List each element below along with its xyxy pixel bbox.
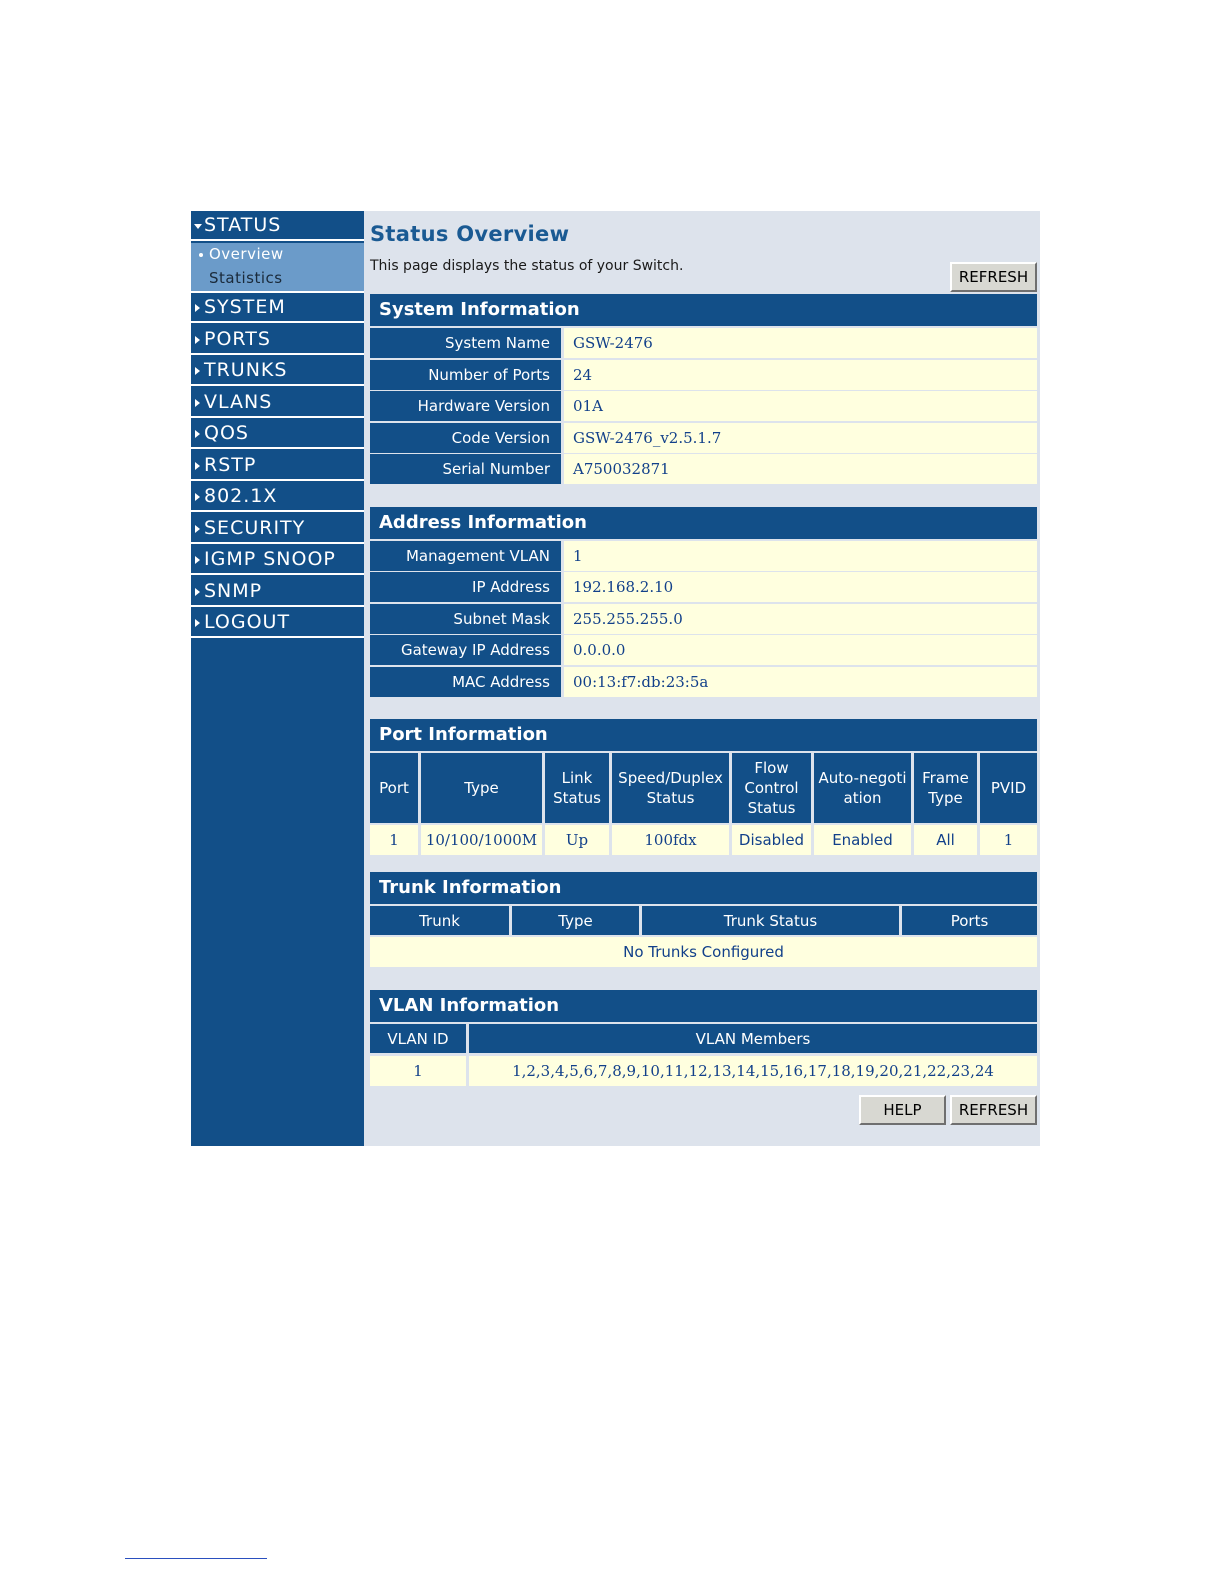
triangle-right-icon [195, 399, 200, 407]
sidebar-item-8021x[interactable] [191, 482, 364, 512]
field-label: Management VLAN [370, 541, 561, 571]
triangle-right-icon [195, 619, 200, 627]
sidebar-item-igmp-snoop[interactable] [191, 545, 364, 575]
table-cell: 10/100/1000M [421, 825, 542, 855]
sidebar-item-label: SYSTEM [204, 296, 286, 318]
help-button[interactable]: HELP [859, 1095, 946, 1125]
triangle-right-icon [195, 462, 200, 470]
system-info-heading: System Information [370, 294, 1037, 326]
column-header: PVID [980, 753, 1037, 823]
sidebar-subitem-label: Statistics [209, 269, 283, 287]
sidebar-item-label: SNMP [204, 580, 263, 602]
field-value: 192.168.2.10 [564, 572, 1037, 602]
field-value: GSW-2476 [564, 328, 1037, 358]
refresh-button[interactable]: REFRESH [950, 1095, 1037, 1125]
sidebar-item-label: QOS [204, 422, 249, 444]
column-header: Ports [902, 906, 1037, 935]
field-label: MAC Address [370, 667, 561, 697]
column-header: Frame Type [914, 753, 977, 823]
triangle-right-icon [195, 588, 200, 596]
sidebar-item-rstp[interactable] [191, 451, 364, 481]
sidebar-item-label: IGMP SNOOP [204, 548, 336, 570]
sidebar-subitem-statistics[interactable] [191, 268, 364, 290]
system-info-row [370, 391, 1037, 421]
sidebar-item-system[interactable] [191, 293, 364, 323]
table-cell: 1 [980, 825, 1037, 855]
field-label: Gateway IP Address [370, 635, 561, 665]
vlan-info-heading: VLAN Information [370, 990, 1037, 1022]
sidebar-item-qos[interactable] [191, 419, 364, 449]
status-submenu [191, 243, 364, 293]
field-label: Code Version [370, 423, 561, 453]
triangle-right-icon [195, 430, 200, 438]
triangle-right-icon [195, 525, 200, 533]
column-header: VLAN ID [370, 1024, 466, 1053]
column-header: Trunk Status [642, 906, 899, 935]
field-label: IP Address [370, 572, 561, 602]
sidebar-item-vlans[interactable] [191, 388, 364, 418]
system-info-row [370, 328, 1037, 358]
field-value: 1 [564, 541, 1037, 571]
main-content [364, 211, 1040, 1146]
field-label: Number of Ports [370, 360, 561, 390]
field-value: GSW-2476_v2.5.1.7 [564, 423, 1037, 453]
table-cell: 100fdx [612, 825, 729, 855]
field-label: Hardware Version [370, 391, 561, 421]
sidebar-subitem-overview[interactable] [191, 244, 364, 266]
field-label: Serial Number [370, 454, 561, 484]
column-header: Link Status [545, 753, 609, 823]
sidebar-item-label: SECURITY [204, 517, 306, 539]
address-info-row [370, 667, 1037, 697]
table-cell: Disabled [732, 825, 811, 855]
sidebar-item-ports[interactable] [191, 325, 364, 355]
sidebar-item-label: RSTP [204, 454, 257, 476]
sidebar-item-logout[interactable] [191, 608, 364, 638]
triangle-right-icon [195, 493, 200, 501]
field-label: Subnet Mask [370, 604, 561, 634]
sidebar-item-label: STATUS [204, 214, 282, 236]
table-cell: All [914, 825, 977, 855]
column-header: Type [421, 753, 542, 823]
page-title: Status Overview [370, 222, 570, 246]
port-info-heading: Port Information [370, 719, 1037, 751]
sidebar-item-label: 802.1X [204, 485, 278, 507]
column-header: Port [370, 753, 418, 823]
address-info-heading: Address Information [370, 507, 1037, 539]
field-value: 24 [564, 360, 1037, 390]
sidebar-item-label: PORTS [204, 328, 271, 350]
switch-web-ui [191, 211, 1040, 1146]
triangle-down-icon [194, 224, 202, 229]
column-header: Type [512, 906, 639, 935]
trunk-info-heading: Trunk Information [370, 872, 1037, 904]
field-value: A750032871 [564, 454, 1037, 484]
triangle-right-icon [195, 556, 200, 564]
sidebar-item-label: VLANS [204, 391, 273, 413]
field-value: 0.0.0.0 [564, 635, 1037, 665]
system-info-row [370, 423, 1037, 453]
column-header: Speed/Duplex Status [612, 753, 729, 823]
address-info-row [370, 635, 1037, 665]
address-info-row [370, 541, 1037, 571]
sidebar-item-security[interactable] [191, 514, 364, 544]
table-cell: Enabled [814, 825, 911, 855]
field-value: 00:13:f7:db:23:5a [564, 667, 1037, 697]
sidebar-item-status[interactable] [191, 211, 364, 241]
table-cell: 1 [370, 825, 418, 855]
column-header: Flow Control Status [732, 753, 811, 823]
column-header: Auto-negotiation [814, 753, 911, 823]
table-cell: Up [545, 825, 609, 855]
field-value: 255.255.255.0 [564, 604, 1037, 634]
table-cell: 1 [370, 1056, 466, 1086]
sidebar-nav [191, 211, 364, 1146]
system-info-row [370, 360, 1037, 390]
refresh-button[interactable]: REFRESH [950, 262, 1037, 292]
triangle-right-icon [195, 367, 200, 375]
triangle-right-icon [195, 304, 200, 312]
address-info-row [370, 604, 1037, 634]
system-info-row [370, 454, 1037, 484]
empty-trunks-message: No Trunks Configured [370, 937, 1037, 967]
sidebar-item-snmp[interactable] [191, 577, 364, 607]
column-header: VLAN Members [469, 1024, 1037, 1053]
sidebar-subitem-label: Overview [209, 245, 284, 263]
field-label: System Name [370, 328, 561, 358]
sidebar-item-label: TRUNKS [204, 359, 288, 381]
bullet-icon [199, 253, 203, 257]
field-value: 01A [564, 391, 1037, 421]
sidebar-item-label: LOGOUT [204, 611, 291, 633]
footnote-divider [125, 1558, 267, 1559]
address-info-row [370, 572, 1037, 602]
table-cell: 1,2,3,4,5,6,7,8,9,10,11,12,13,14,15,16,17,18,19,20,21,22,23,24 [469, 1056, 1037, 1086]
triangle-right-icon [195, 336, 200, 344]
column-header: Trunk [370, 906, 509, 935]
page-description: This page displays the status of your Switch. [370, 258, 684, 274]
sidebar-item-trunks[interactable] [191, 356, 364, 386]
